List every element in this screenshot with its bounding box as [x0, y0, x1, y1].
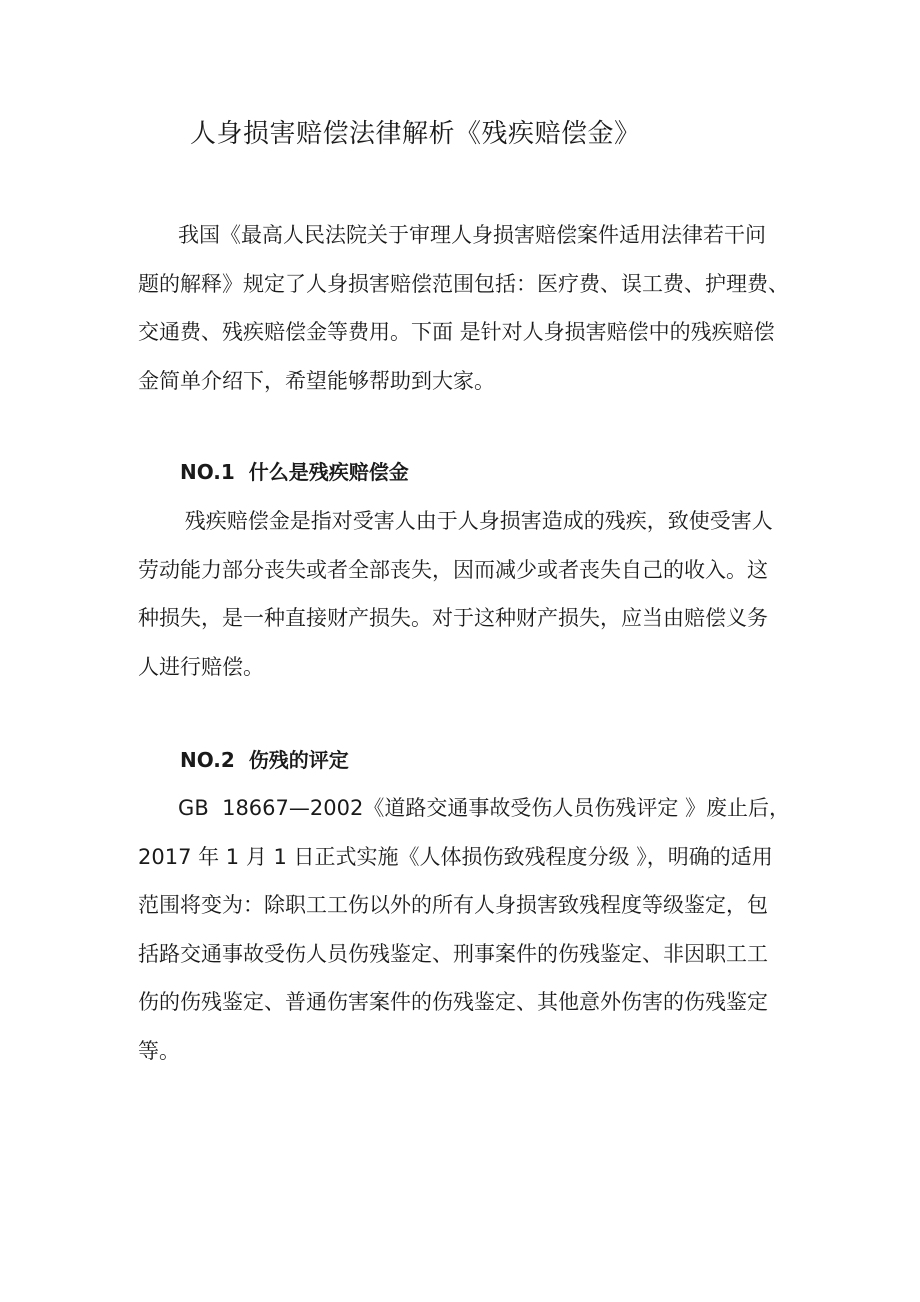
- paragraph-line: 括路交通事故受伤人员伤残鉴定、刑事案件的伤残鉴定、非因职工工: [138, 941, 768, 966]
- paragraph-line: 题的解释》规定了人身损害赔偿范围包括：医疗费、误工费、护理费、: [138, 271, 789, 296]
- paragraph-line: 劳动能力部分丧失或者全部丧失，因而减少或者丧失自己的收入。这: [138, 557, 768, 582]
- paragraph-line: 范围将变为：除职工工伤以外的所有人身损害致残程度等级鉴定，包: [138, 893, 768, 917]
- paragraph-line: 等。: [138, 1038, 180, 1063]
- paragraph-line: GB 18667—2002《道路交通事故受伤人员伤残评定 》废止后，: [138, 796, 791, 820]
- paragraph-line: 交通费、残疾赔偿金等费用。下面 是针对人身损害赔偿中的残疾赔偿: [138, 320, 775, 344]
- section-heading-1: NO.1 什么是残疾赔偿金: [180, 460, 409, 484]
- paragraph-line: 人进行赔偿。: [138, 654, 264, 679]
- paragraph-line: 残疾赔偿金是指对受害人由于人身损害造成的残疾，致使受害人: [138, 509, 773, 533]
- document-title: 人身损害赔偿法律解析《残疾赔偿金》: [190, 119, 641, 149]
- paragraph-line: 金简单介绍下，希望能够帮助到大家。: [138, 368, 495, 393]
- paragraph-line: 伤的伤残鉴定、普通伤害案件的伤残鉴定、其他意外伤害的伤残鉴定: [138, 990, 768, 1014]
- intro-paragraph: [138, 211, 789, 405]
- section-1-paragraph: [138, 497, 778, 691]
- section-2-paragraph: [138, 784, 791, 1075]
- paragraph-line: 我国《最高人民法院关于审理人身损害赔偿案件适用法律若干问: [138, 223, 767, 247]
- paragraph-line: 种损失，是一种直接财产损失。对于这种财产损失，应当由赔偿义务: [138, 606, 768, 630]
- section-heading-2: NO.2 伤残的评定: [180, 748, 349, 772]
- paragraph-line: 2017 年 1 月 1 日正式实施《人体损伤致残程度分级 》，明确的适用: [138, 844, 773, 869]
